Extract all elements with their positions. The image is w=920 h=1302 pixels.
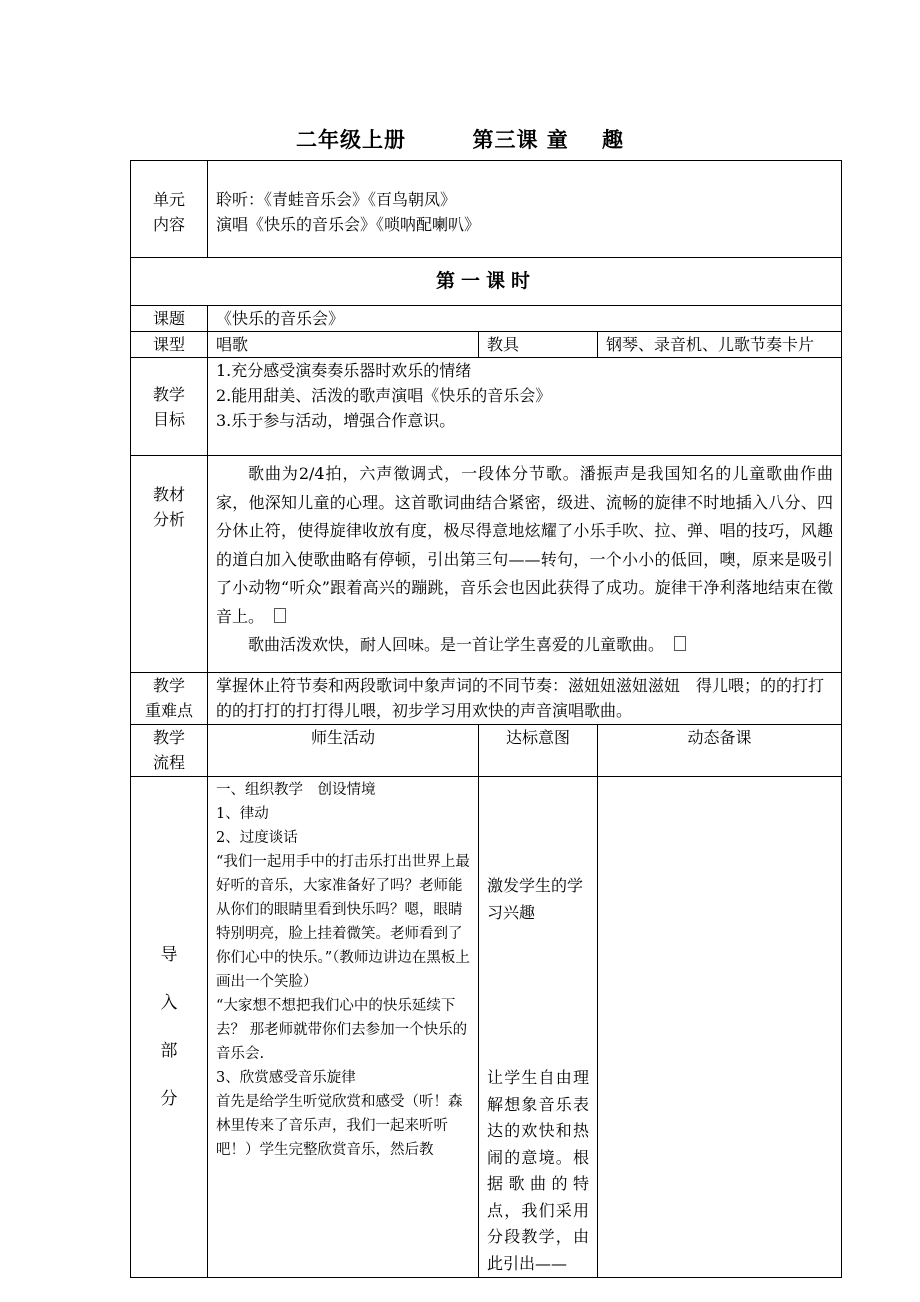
activity-line: “我们一起用手中的打击乐打出世界上最好听的音乐，大家准备好了吗？老师能从你们的眼睛里看到快乐吗？嗯，眼睛特别明亮，脸上挂着微笑。老师看到了你们心中的快乐。”（教师边讲边在黑板上画出一个笑脸） [216,854,470,990]
analysis-content [208,456,842,673]
analysis-paragraph: 歌曲为2/4拍，六声徵调式，一段体分节歌。潘振声是我国知名的儿童歌曲作曲家，他深知儿童的心理。这首歌词曲结合紧密，级进、流畅的旋律不时地插入八分、四分休止符，使得旋律收放有度，极尽得意地炫耀了小乐手吹、拉、弹、唱的技巧，风趣的道白加入使歌曲略有停顿，引出第三句——转句，一个小小的低回，噢，原来是吸引了小动物“听众”跟着高兴的蹦跳，音乐会也因此获得了成功。旋律干净利落地结束在徵音上。 [216,464,833,626]
page-title [0,124,920,154]
activity-line: 一、组织教学 创设情境 [216,782,376,798]
activity-line: 3、欣赏感受音乐旋律 [216,1070,356,1086]
goal-item: 3.乐于参与活动，增强合作意识。 [216,411,456,430]
activity-line: “大家想不想把我们心中的快乐延续下去？ 那老师就带你们去参加一个快乐的音乐会. [216,998,468,1062]
goals-row [131,358,842,456]
intro-section-row [131,777,842,1278]
section-heading: 第一课时 [131,258,842,306]
notes-column-header: 动态备课 [598,725,842,777]
topic-label: 课题 [131,306,208,332]
type-row [131,332,842,358]
intent-column-header: 达标意图 [479,725,598,777]
intent-text: 让学生自由理解想象音乐表达的欢快和热闹的意境。根据歌曲的特点，我们采用分段教学，由此引出—— [487,1068,589,1273]
tools-value: 钢琴、录音机、儿歌节奏卡片 [598,332,842,358]
unit-content [208,161,842,258]
topic-row [131,306,842,332]
flow-header-row [131,725,842,777]
topic-value: 《快乐的音乐会》 [208,306,842,332]
section-heading-row [131,258,842,306]
goals-label: 教学 目标 [131,358,208,456]
intro-activity [208,777,479,1278]
analysis-row [131,456,842,673]
flow-label: 教学 流程 [131,725,208,777]
intro-notes [598,777,842,1278]
unit-row [131,161,842,258]
activity-line: 2、过度谈话 [216,830,298,846]
unit-sing-line: 演唱《快乐的音乐会》《唢呐配喇叭》 [216,215,481,234]
unit-listen-line: 聆听：《青蛙音乐会》《百鸟朝凤》 [216,190,457,209]
analysis-label: 教材 分析 [131,456,208,673]
goals-content [208,358,842,456]
key-points-row [131,673,842,725]
activity-column-header: 师生活动 [208,725,479,777]
activity-line: 首先是给学生听觉欣赏和感受（听！森林里传来了音乐声，我们一起来听听吧！）学生完整欣赏音乐，然后教 [216,1094,463,1158]
goal-item: 1.充分感受演奏奏乐器时欢乐的情绪 [216,361,472,380]
placeholder-box-icon [274,608,286,623]
page-title-lesson: 第三课 童 趣 [472,127,625,152]
key-points-content: 掌握休止符节奏和两段歌词中象声词的不同节奏：滋妞妞滋妞滋妞 得儿喂；的的打打的的打打的打打得儿喂，初步学习用欢快的声音演唱歌曲。 [208,673,842,725]
intent-text: 激发学生的学习兴趣 [487,876,584,922]
page-title-grade: 二年级上册 [295,127,406,152]
key-points-label: 教学 重难点 [131,673,208,725]
goal-item: 2.能用甜美、活泼的歌声演唱《快乐的音乐会》 [216,386,552,405]
tools-label: 教具 [479,332,598,358]
type-value: 唱歌 [208,332,479,358]
intro-intent [479,777,598,1278]
lesson-plan-table [130,160,842,1278]
placeholder-box-icon [674,636,686,651]
unit-label: 单元 内容 [131,161,208,258]
analysis-paragraph: 歌曲活泼欢快，耐人回味。是一首让学生喜爱的儿童歌曲。 [216,631,833,660]
type-label: 课型 [131,332,208,358]
activity-line: 1、律动 [216,806,269,822]
intro-section-label: 导 入 部 分 [131,777,208,1278]
